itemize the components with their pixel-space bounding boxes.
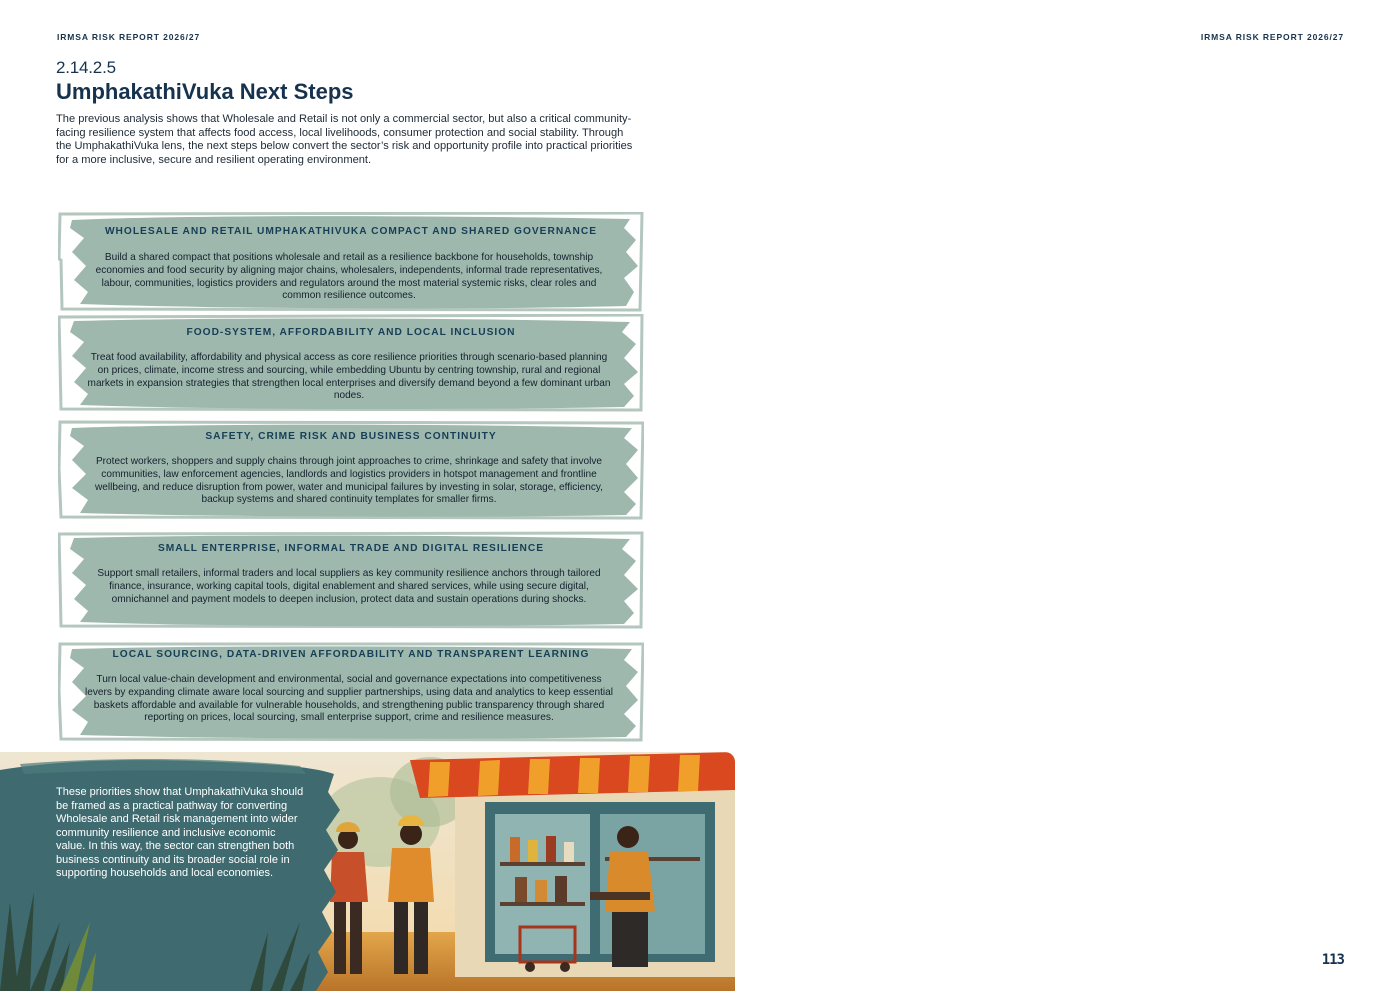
- step-heading: SAFETY, CRIME RISK AND BUSINESS CONTINUITY: [205, 431, 497, 442]
- step-heading: SMALL ENTERPRISE, INFORMAL TRADE AND DIGITAL RESILIENCE: [157, 543, 545, 554]
- section-number: 2.14.2.5: [56, 58, 116, 77]
- page-number: 113: [1321, 952, 1344, 968]
- step-heading: WHOLESALE AND RETAIL UMPHAKATHIVUKA COMPACT AND SHARED GOVERNANCE: [104, 226, 598, 237]
- step-card: [58, 531, 644, 629]
- step-card: [58, 314, 644, 412]
- step-body: Support small retailers, informal traders and local suppliers as key community resilience anchors through tailored finance, insurance, working capital tools, digital enablement and shared services, while using secure digital, omnichannel and payment models to deepen inclusion, protect data and sustain operations during shocks.: [97, 568, 601, 605]
- step-body: Turn local value-chain development and environmental, social and governance expectations into competitiveness levers by expanding climate aware local sourcing and supplier partnerships, using data and analytics to keep essential baskets affordable and available for vulnerable households, and strengthening public transparency through shared reporting on prices, local sourcing, small enterprise support, crime and resilience measures.: [85, 674, 613, 724]
- running-head-left: IRMSA RISK REPORT 2026/27: [57, 32, 201, 42]
- step-card: [58, 420, 644, 520]
- market-illustration: [0, 752, 735, 991]
- step-card: [58, 642, 644, 742]
- step-body: Treat food availability, affordability and physical access as core resilience priorities through scenario-based planning on prices, climate, income stress and sourcing, while embedding Ubuntu by centring township, rural and regional markets in expansion strategies that strengthen local enterprises and diversify demand beyond a few dominant urban nodes.: [87, 352, 611, 402]
- running-head-right: IRMSA RISK REPORT 2026/27: [1200, 32, 1344, 42]
- step-heading: FOOD-SYSTEM, AFFORDABILITY AND LOCAL INCLUSION: [186, 327, 516, 338]
- page-title: UmphakathiVuka Next Steps: [56, 79, 354, 104]
- step-body: Protect workers, shoppers and supply chains through joint approaches to crime, shrinkage and safety that involve communities, law enforcement agencies, landlords and logistics providers in hotspot management and frontline wellbeing, and reduce disruption from power, water and municipal failures by investing in solar, storage, efficiency, backup systems and shared continuity templates for smaller firms.: [95, 456, 603, 506]
- step-heading: LOCAL SOURCING, DATA-DRIVEN AFFORDABILITY AND TRANSPARENT LEARNING: [112, 649, 590, 660]
- step-card: [58, 212, 644, 312]
- intro-paragraph: The previous analysis shows that Wholesale and Retail is not only a commercial sector, but also a critical community-facing resilience system that affects food access, local livelihoods, consumer protection and social stability. Through the UmphakathiVuka lens, the next steps below convert the sector’s risk and opportunity profile into practical priorities for a more inclusive, secure and resilient operating environment.: [56, 113, 633, 166]
- closing-paragraph: These priorities show that UmphakathiVuka should be framed as a practical pathway for converting Wholesale and Retail risk management into wider community resilience and inclusive economic value. In this way, the sector can strengthen both business continuity and its broader social role in supporting households and local economies.: [56, 786, 304, 879]
- step-body: Build a shared compact that positions wholesale and retail as a resilience backbone for households, township economies and food security by aligning major chains, wholesalers, independents, informal trade representatives, labour, communities, logistics providers and regulators around the most material systemic risks, clear roles and common resilience outcomes.: [95, 252, 603, 302]
